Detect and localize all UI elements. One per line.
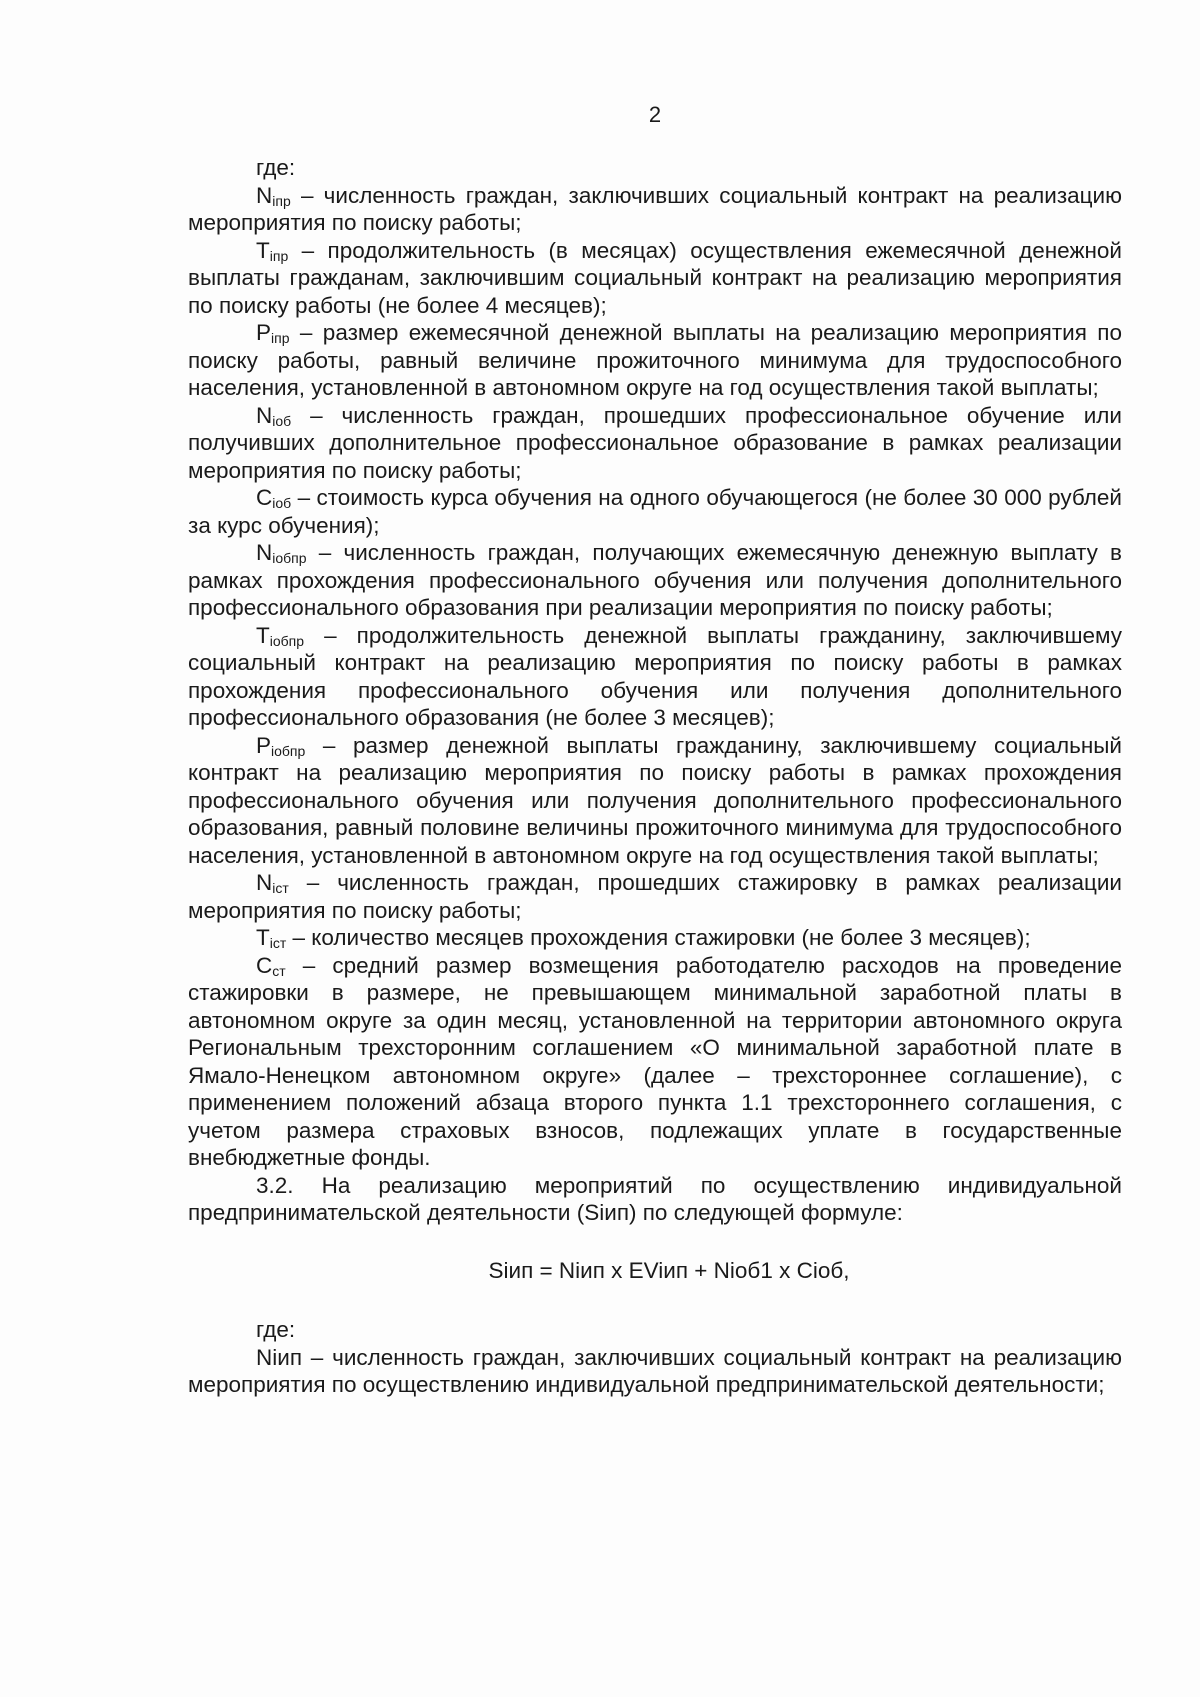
definition-n-iob: $N_{iоб}$ – численность граждан, прошедших профессиональное обучение или получивших дополнительное профессиональное образование в рамках реализации мероприятия по поиску работы; <box>188 402 1122 483</box>
where-label-2: где: <box>256 1317 296 1342</box>
definition-c-st: $C_{ст}$ – средний размер возмещения работодателю расходов на проведение стажировки в размере, не превышающем минимальной заработной платы в автономном округе за один месяц, установленной на территории автономного округа Региональным трехсторонним соглашением «О минимальной заработной плате в Ямало-Ненецком автономном округе» (далее – трехстороннее соглашение), с применением положений абзаца второго пункта 1.1 трехстороннего соглашения, с учетом размера страховых взносов, подлежащих уплате в государственные внебюджетные фонды. <box>188 952 1122 1170</box>
formula-siip: Siип = Niип x EViип + Niоб1 x Ciоб, <box>488 1257 850 1283</box>
definition-n-ist: $N_{iст}$ – численность граждан, прошедших стажировку в рамках реализации мероприятия по поиску работы; <box>188 870 1122 923</box>
definition-n-iobpr: $N_{iобпр}$ – численность граждан, получающих ежемесячную денежную выплату в рамках прохождения профессионального обучения или получения дополнительного профессионального образования при реализации мероприятия по поиску работы; <box>188 540 1122 620</box>
where-label: где: <box>256 155 296 180</box>
definition-n-iip: Niип – численность граждан, заключивших социальный контракт на реализацию мероприятия по осуществлению индивидуальной предпринимательской деятельности; <box>188 1344 1122 1397</box>
definition-c-iob: $C_{iоб}$ – стоимость курса обучения на одного обучающегося (не более 30 000 рублей за курс обучения); <box>188 485 1122 538</box>
definition-t-iobpr: $T_{iобпр}$ – продолжительность денежной выплаты гражданину, заключившему социальный контракт на реализацию мероприятия по поиску работы в рамках прохождения профессионального обучения или получения дополнительного профессионального образования (не более 3 месяцев); <box>188 622 1122 730</box>
page-number: 2 <box>648 102 662 127</box>
document-body <box>188 154 1122 1399</box>
definition-p-iobpr: $P_{iобпр}$ – размер денежной выплаты гражданину, заключившему социальный контракт на реализацию мероприятия по поиску работы в рамках прохождения профессионального обучения или получения дополнительного профессионального образования, равный половине величины прожиточного минимума для трудоспособного населения, установленной в автономном округе на год осуществления такой выплаты; <box>188 732 1122 868</box>
definition-t-ipr: $T_{iпр}$ – продолжительность (в месяцах) осуществления ежемесячной денежной выплаты гражданам, заключившим социальный контракт на реализацию мероприятия по поиску работы (не более 4 месяцев); <box>188 237 1122 318</box>
definition-p-ipr: $P_{iпр}$ – размер ежемесячной денежной выплаты на реализацию мероприятия по поиску работы, равный величине прожиточного минимума для трудоспособного населения, установленной в автономном округе на год осуществления такой выплаты; <box>188 320 1122 400</box>
section-3-2: 3.2. На реализацию мероприятий по осуществлению индивидуальной предпринимательской деятельности (Siип) по следующей формуле: <box>188 1172 1122 1225</box>
definition-n-ipr: $N_{iпр}$ – численность граждан, заключивших социальный контракт на реализацию мероприятия по поиску работы; <box>188 182 1122 235</box>
definition-t-ist: $T_{iст}$ – количество месяцев прохождения стажировки (не более 3 месяцев); <box>256 925 1031 951</box>
